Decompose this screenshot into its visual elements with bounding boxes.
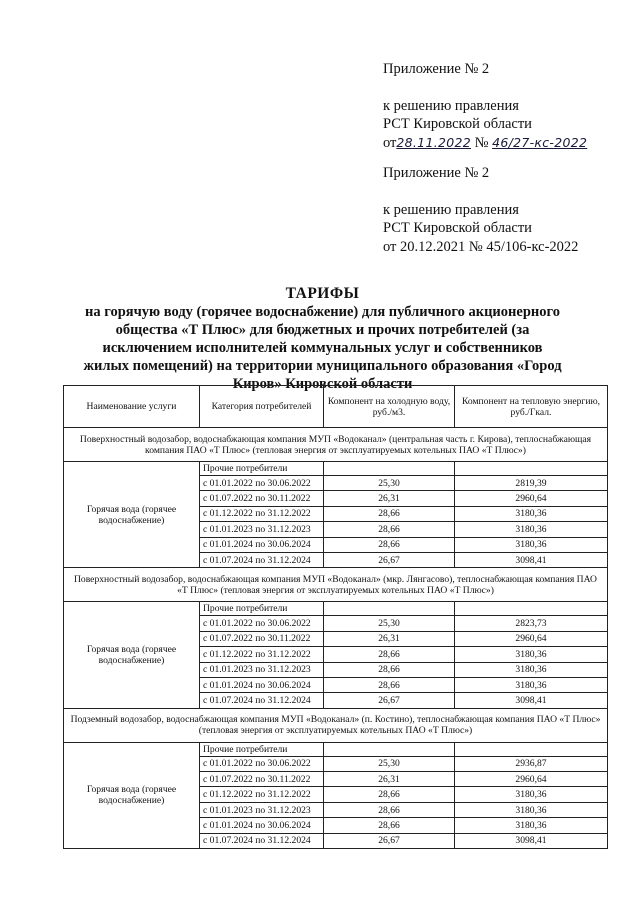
tariff-period: с 01.07.2024 по 31.12.2024 xyxy=(200,693,324,708)
tariff-period: с 01.07.2022 по 30.11.2022 xyxy=(200,772,324,787)
cold-water-value: 28,66 xyxy=(324,537,455,552)
cold-water-value: 28,66 xyxy=(324,662,455,677)
heat-energy-value: 3180,36 xyxy=(455,787,608,802)
cold-water-value: 26,31 xyxy=(324,491,455,506)
heat-energy-value: 3180,36 xyxy=(455,802,608,817)
title-line: на горячую воду (горячее водоснабжение) для публичного акционерного xyxy=(85,304,560,320)
consumer-category: Прочие потребители xyxy=(200,602,324,616)
tariff-period: с 01.01.2022 по 30.06.2022 xyxy=(200,476,324,491)
tariff-table xyxy=(63,385,608,849)
number-sign: № xyxy=(474,134,489,151)
cold-water-value: 28,66 xyxy=(324,818,455,833)
annex-authority: РСТ Кировской области xyxy=(383,220,532,236)
section-caption: Поверхностный водозабор, водоснабжающая компания МУП «Водоканал» (мкр. Лянгасово), теплоснабжающая компания ПАО «Т Плюс» (тепловая энергия от эксплуатируемых котельных ПАО «Т Плюс») xyxy=(64,568,608,602)
handwritten-number: 46/27-кс-2022 xyxy=(492,134,588,150)
service-name: Горячая вода (горячее водоснабжение) xyxy=(64,462,200,568)
section-caption-row xyxy=(64,568,608,602)
cold-water-value: 25,30 xyxy=(324,756,455,771)
heat-energy-value: 3180,36 xyxy=(455,818,608,833)
tariff-period: с 01.12.2022 по 31.12.2022 xyxy=(200,506,324,521)
title-line: исключением исполнителей коммунальных услуг и собственников xyxy=(102,340,543,356)
annex-authority: РСТ Кировской области xyxy=(383,116,532,132)
cold-water-value: 26,67 xyxy=(324,552,455,567)
heat-energy-value: 3180,36 xyxy=(455,677,608,692)
header-category: Категория потребителей xyxy=(200,386,324,428)
heat-energy-value: 2960,64 xyxy=(455,631,608,646)
cold-water-value: 28,66 xyxy=(324,647,455,662)
tariff-period: с 01.01.2023 по 31.12.2023 xyxy=(200,522,324,537)
empty-cell xyxy=(324,602,455,616)
annex-number: Приложение № 2 xyxy=(383,61,490,77)
cold-water-value: 26,67 xyxy=(324,693,455,708)
table-header-row xyxy=(64,386,608,428)
handwritten-date: 28.11.2022 xyxy=(396,134,471,150)
section-caption-row xyxy=(64,428,608,462)
empty-cell xyxy=(455,602,608,616)
cold-water-value: 25,30 xyxy=(324,616,455,631)
annex-decision-line: к решению правления xyxy=(383,97,519,114)
cold-water-value: 26,31 xyxy=(324,772,455,787)
heat-energy-value: 3180,36 xyxy=(455,537,608,552)
section-caption-row xyxy=(64,708,608,742)
header-heat: Компонент на тепловую энергию, руб./Гкал. xyxy=(455,386,608,428)
title-line: Киров» Кировской области xyxy=(232,376,413,392)
heat-energy-value: 3180,36 xyxy=(455,522,608,537)
empty-cell xyxy=(324,462,455,476)
empty-cell xyxy=(455,462,608,476)
tariff-period: с 01.01.2023 по 31.12.2023 xyxy=(200,802,324,817)
annex-date-number xyxy=(383,134,633,153)
cold-water-value: 26,67 xyxy=(324,833,455,848)
tariff-period: с 01.01.2022 по 30.06.2022 xyxy=(200,616,324,631)
cold-water-value: 28,66 xyxy=(324,787,455,802)
title-line: общества «Т Плюс» для бюджетных и прочих потребителей (за xyxy=(115,322,530,338)
cold-water-value: 28,66 xyxy=(324,677,455,692)
service-name: Горячая вода (горячее водоснабжение) xyxy=(64,742,200,848)
tariff-period: с 01.01.2024 по 30.06.2024 xyxy=(200,677,324,692)
heat-energy-value: 2819,39 xyxy=(455,476,608,491)
heat-energy-value: 2960,64 xyxy=(455,491,608,506)
annex-from-prefix: от xyxy=(383,134,397,151)
tariff-period: с 01.01.2024 по 30.06.2024 xyxy=(200,818,324,833)
cold-water-value: 28,66 xyxy=(324,522,455,537)
tariff-period: с 01.01.2022 по 30.06.2022 xyxy=(200,756,324,771)
tariff-period: с 01.07.2024 по 31.12.2024 xyxy=(200,833,324,848)
consumer-category: Прочие потребители xyxy=(200,462,324,476)
header-cold: Компонент на холодную воду, руб./м3. xyxy=(324,386,455,428)
table-body xyxy=(64,428,608,849)
heat-energy-value: 2960,64 xyxy=(455,772,608,787)
heat-energy-value: 3180,36 xyxy=(455,506,608,521)
annex-number: Приложение № 2 xyxy=(383,165,490,181)
service-name: Горячая вода (горячее водоснабжение) xyxy=(64,602,200,708)
tariff-period: с 01.01.2024 по 30.06.2024 xyxy=(200,537,324,552)
category-row xyxy=(64,462,608,476)
category-row xyxy=(64,602,608,616)
annex-decision-line: к решению правления xyxy=(383,201,519,218)
consumer-category: Прочие потребители xyxy=(200,742,324,756)
tariff-period: с 01.01.2023 по 31.12.2023 xyxy=(200,662,324,677)
section-caption: Подземный водозабор, водоснабжающая компания МУП «Водоканал» (п. Костино), теплоснабжающая компания ПАО «Т Плюс» (тепловая энергия от эксплуатируемых котельных ПАО «Т Плюс») xyxy=(64,708,608,742)
cold-water-value: 26,31 xyxy=(324,631,455,646)
cold-water-value: 25,30 xyxy=(324,476,455,491)
cold-water-value: 28,66 xyxy=(324,802,455,817)
tariff-period: с 01.07.2022 по 30.11.2022 xyxy=(200,631,324,646)
annex-date-number: от 20.12.2021 № 45/106-кс-2022 xyxy=(383,238,579,255)
header-service: Наименование услуги xyxy=(64,386,200,428)
heat-energy-value: 3098,41 xyxy=(455,693,608,708)
document-title xyxy=(40,285,605,393)
tariff-period: с 01.12.2022 по 31.12.2022 xyxy=(200,647,324,662)
tariff-period: с 01.07.2024 по 31.12.2024 xyxy=(200,552,324,567)
heat-energy-value: 3098,41 xyxy=(455,552,608,567)
annex-header-current xyxy=(383,60,633,152)
heat-energy-value: 2823,73 xyxy=(455,616,608,631)
heat-energy-value: 3180,36 xyxy=(455,662,608,677)
section-caption: Поверхностный водозабор, водоснабжающая компания МУП «Водоканал» (центральная часть г. Кирова), теплоснабжающая компания ПАО «Т Плюс» (тепловая энергия от эксплуатируемых котельных ПАО «Т Плюс») xyxy=(64,428,608,462)
annex-header-previous xyxy=(383,164,633,256)
tariff-period: с 01.12.2022 по 31.12.2022 xyxy=(200,787,324,802)
heat-energy-value: 3180,36 xyxy=(455,647,608,662)
heat-energy-value: 3098,41 xyxy=(455,833,608,848)
empty-cell xyxy=(324,742,455,756)
cold-water-value: 28,66 xyxy=(324,506,455,521)
tariff-period: с 01.07.2022 по 30.11.2022 xyxy=(200,491,324,506)
heat-energy-value: 2936,87 xyxy=(455,756,608,771)
category-row xyxy=(64,742,608,756)
title-heading: ТАРИФЫ xyxy=(285,285,360,302)
empty-cell xyxy=(455,742,608,756)
title-line: жилых помещений) на территории муниципального образования «Город xyxy=(83,358,562,374)
